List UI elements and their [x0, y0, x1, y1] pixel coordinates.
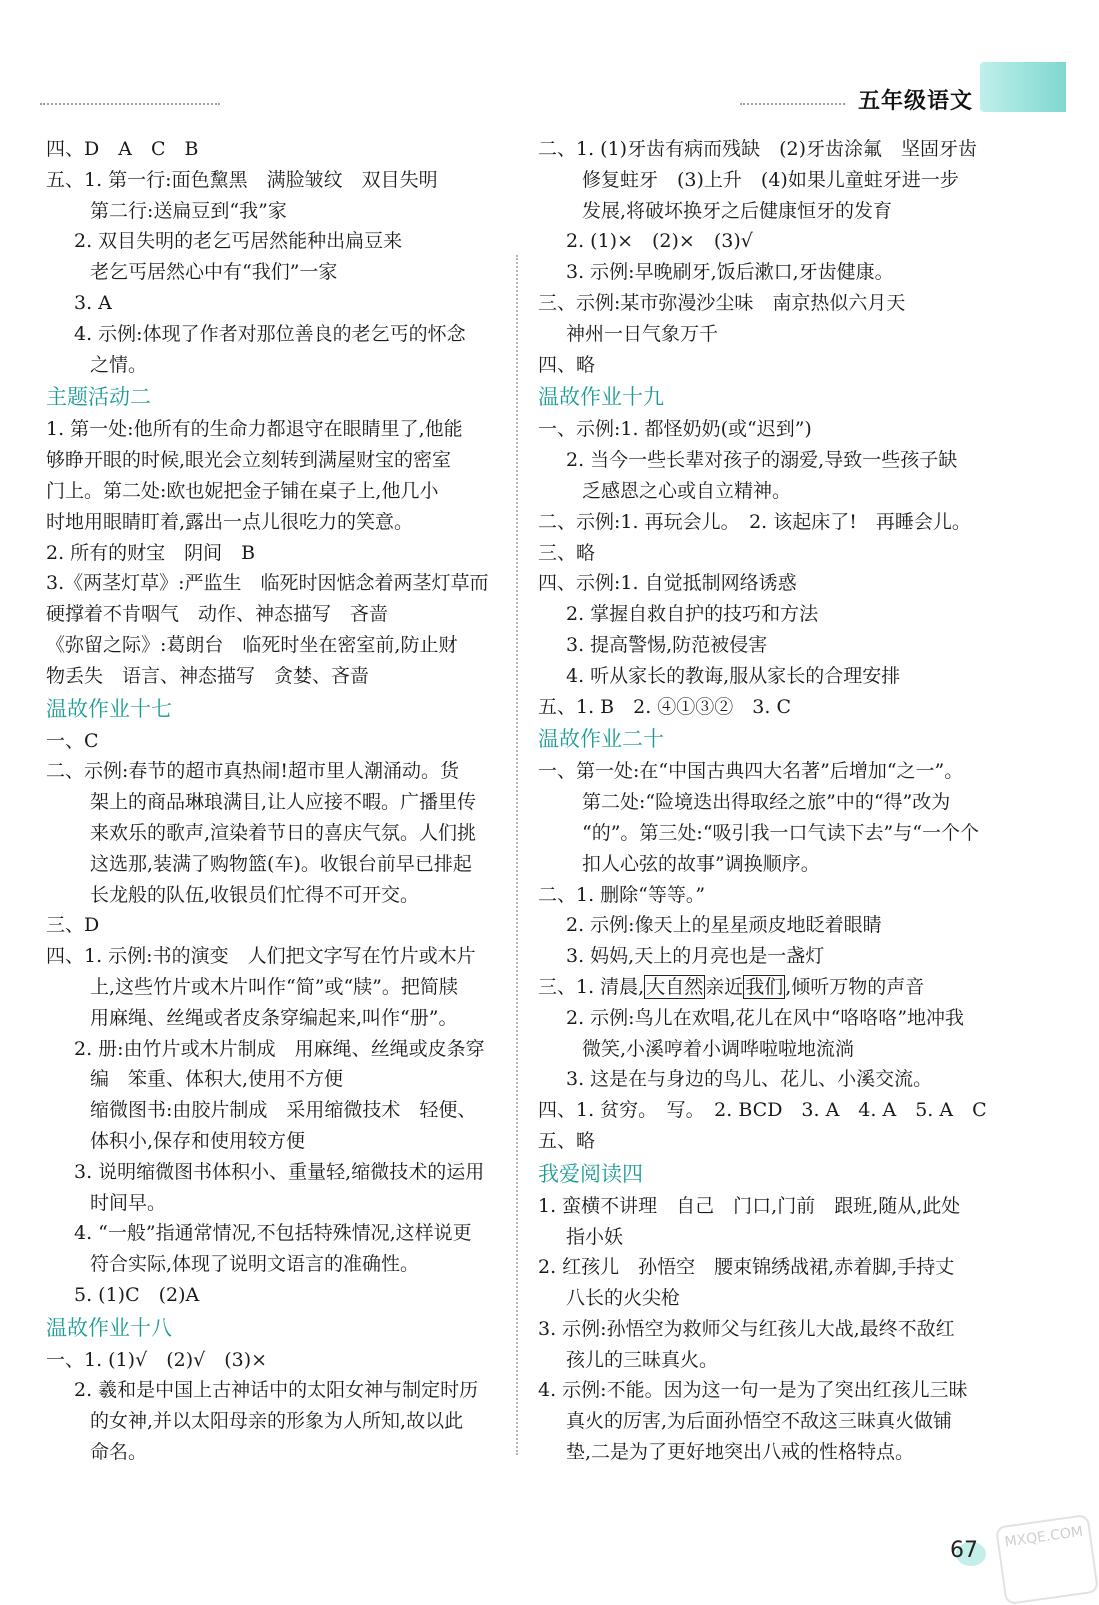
answer-line: 三、示例:某市弥漫沙尘味 南京热似六月天 [538, 291, 906, 314]
header-dotted-rule-left [40, 103, 220, 105]
answer-line: 3. 示例:早晚刷牙,饭后漱口,牙齿健康。 [566, 261, 894, 284]
answer-line: 4. 听从家长的教诲,服从家长的合理安排 [566, 664, 901, 687]
answer-line: 的女神,并以太阳母亲的形象为人所知,故以此 [90, 1410, 464, 1433]
answer-line: 神州一日气象万千 [566, 322, 719, 345]
answer-line: 命名。 [90, 1441, 148, 1464]
answer-line: 用麻绳、丝绳或者皮条穿编起来,叫作“册”。 [90, 1006, 458, 1029]
answer-text: ,倾听万物的声音 [785, 975, 925, 998]
answer-line: 物丢失 语言、神态描写 贪婪、吝啬 [46, 664, 370, 687]
answer-line: 4. “一般”指通常情况,不包括特殊情况,这样说更 [74, 1222, 472, 1245]
column-divider [516, 255, 518, 1455]
answer-line: 4. 示例:体现了作者对那位善良的老乞丐的怀念 [74, 322, 466, 345]
answer-line: 孩儿的三昧真火。 [566, 1348, 719, 1371]
answer-line: 微笑,小溪哼着小调哗啦啦地流淌 [582, 1037, 855, 1060]
answer-line: 2. 示例:鸟儿在欢唱,花儿在风中“咯咯咯”地冲我 [566, 1006, 965, 1029]
answer-line: 硬撑着不肯咽气 动作、神态描写 吝啬 [46, 603, 389, 626]
answer-line: 四、D A C B [46, 138, 199, 160]
answer-line: 2. 掌握自救自护的技巧和方法 [566, 603, 819, 626]
answer-line: 八长的火尖枪 [566, 1287, 681, 1310]
answer-line: 指小妖 [566, 1225, 624, 1248]
answer-line: 三、略 [538, 541, 596, 564]
answer-line: 四、示例:1. 自觉抵制网络诱惑 [538, 572, 797, 595]
answer-line: 2. 册:由竹片或木片制成 用麻绳、丝绳或皮条穿 [74, 1037, 485, 1060]
header-dotted-rule-right [740, 103, 845, 105]
answer-line: 5. (1)C (2)A [74, 1283, 200, 1306]
answer-line: 之情。 [90, 353, 148, 376]
answer-line: 编 笨重、体积大,使用不方便 [90, 1068, 344, 1091]
header-title: 五年级语文 [858, 89, 974, 114]
answer-line: 2. (1)× (2)× (3)√ [566, 230, 753, 253]
answer-line: 发展,将破坏换牙之后健康恒牙的发育 [582, 199, 893, 222]
answer-line: 垫,二是为了更好地突出八戒的性格特点。 [566, 1441, 915, 1464]
answer-line: 修复蛀牙 (3)上升 (4)如果儿童蛀牙进一步 [582, 168, 959, 191]
answer-line: 缩微图书:由胶片制成 采用缩微技术 轻便、 [90, 1099, 477, 1122]
boxed-word: 我们 [745, 975, 784, 998]
answer-line: 4. 示例:不能。因为这一句一是为了突出红孩儿三昧 [538, 1379, 968, 1402]
answer-line: 四、1. 贫穷。 写。 2. BCD 3. A 4. A 5. A C [538, 1099, 987, 1122]
answer-line: 2. 双目失明的老乞丐居然能种出扁豆来 [74, 230, 403, 253]
section-heading: 我爱阅读四 [538, 1161, 643, 1186]
answer-line: 符合实际,体现了说明文语言的准确性。 [90, 1253, 420, 1276]
answer-line: 五、1. 第一行:面色黧黑 满脸皱纹 双目失明 [46, 168, 438, 191]
answer-line: 3. 妈妈,天上的月亮也是一盏灯 [566, 945, 825, 968]
answer-line: 二、1. 删除“等等。” [538, 883, 706, 906]
answer-line: 2. 示例:像天上的星星顽皮地眨着眼睛 [566, 914, 882, 937]
answer-line: 上,这些竹片或木片叫作“简”或“牍”。把简牍 [90, 975, 458, 998]
answer-line: 够睁开眼的时候,眼光会立刻转到满屋财宝的密室 [46, 449, 452, 472]
answer-line: 一、第一处:在“中国古典四大名著”后增加“之一”。 [538, 760, 964, 783]
answer-line: 3. A [74, 291, 112, 314]
answer-line: 四、略 [538, 353, 596, 376]
answer-line: 扣人心弦的故事”调换顺序。 [582, 852, 820, 875]
answer-line: 体积小,保存和使用较方便 [90, 1129, 306, 1152]
answer-line: 四、1. 示例:书的演变 人们把文字写在竹片或木片 [46, 945, 476, 968]
answer-line: 来欢乐的歌声,渲染着节日的喜庆气氛。人们挑 [90, 821, 477, 844]
answer-line: 二、示例:春节的超市真热闹!超市里人潮涌动。货 [46, 760, 460, 783]
answer-line: 乏感恩之心或自立精神。 [582, 479, 792, 502]
left-answer-column [46, 134, 516, 1468]
answer-line: 3.《两茎灯草》:严监生 临死时因惦念着两茎灯草而 [46, 572, 489, 595]
answer-line: 一、1. (1)√ (2)√ (3)× [46, 1348, 268, 1371]
answer-line: 1. 第一处:他所有的生命力都退守在眼睛里了,他能 [46, 418, 463, 441]
answer-line: “的”。第三处:“吸引我一口气读下去”与“一个个 [582, 821, 979, 844]
answer-line: 3. 示例:孙悟空为救师父与红孩儿大战,最终不敌红 [538, 1317, 955, 1340]
section-heading: 主题活动二 [46, 385, 151, 410]
answer-text: 亲近 [705, 975, 744, 998]
answer-line: 3. 说明缩微图书体积小、重量轻,缩微技术的运用 [74, 1160, 485, 1183]
section-heading: 温故作业十九 [538, 385, 664, 410]
boxed-word: 大自然 [646, 975, 704, 998]
answer-line: 3. 这是在与身边的鸟儿、花儿、小溪交流。 [566, 1068, 933, 1091]
answer-line: 2. 红孩儿 孙悟空 腰束锦绣战裙,赤着脚,手持丈 [538, 1256, 955, 1279]
answer-line: 第二处:“险境迭出得取经之旅”中的“得”改为 [582, 791, 951, 814]
header-color-tab [980, 62, 1066, 112]
answer-line: 门上。第二处:欧也妮把金子铺在桌子上,他几小 [46, 479, 439, 502]
answer-line: 时地用眼睛盯着,露出一点儿很吃力的笑意。 [46, 510, 414, 533]
answer-line: 长龙般的队伍,收银员们忙得不可开交。 [90, 883, 420, 906]
answer-line: 二、示例:1. 再玩会儿。 2. 该起床了! 再睡会儿。 [538, 510, 971, 533]
answer-line: 三、D [46, 914, 100, 937]
answer-line: 第二行:送扁豆到“我”家 [90, 199, 287, 222]
answer-line: 真火的厉害,为后面孙悟空不敌这三昧真火做铺 [566, 1410, 953, 1433]
answer-line: 老乞丐居然心中有“我们”一家 [90, 261, 338, 284]
watermark-logo: MXQE.COM [995, 1514, 1099, 1605]
answer-line: 2. 所有的财宝 阴间 B [46, 541, 256, 564]
answer-line-boxed [538, 972, 1018, 1003]
right-answer-column [538, 134, 1018, 1468]
section-heading: 温故作业十七 [46, 696, 172, 721]
section-heading: 温故作业十八 [46, 1315, 172, 1340]
answer-line: 时间早。 [90, 1191, 167, 1214]
answer-line: 《弥留之际》:葛朗台 临死时坐在密室前,防止财 [46, 633, 458, 656]
answer-line: 3. 提高警惕,防范被侵害 [566, 633, 768, 656]
page-header [0, 0, 1099, 120]
answer-line: 架上的商品琳琅满目,让人应接不暇。广播里传 [90, 791, 477, 814]
page-number: 67 [950, 1538, 978, 1563]
section-heading: 温故作业二十 [538, 727, 664, 752]
answer-line: 一、C [46, 729, 99, 752]
answer-line: 一、示例:1. 都怪奶奶(或“迟到”) [538, 418, 812, 441]
answer-text: 三、1. 清晨, [538, 975, 645, 998]
answer-line: 这选那,装满了购物篮(车)。收银台前早已排起 [90, 852, 472, 875]
answer-line: 五、略 [538, 1129, 596, 1152]
answer-line: 五、1. B 2. ④①③② 3. C [538, 695, 792, 718]
answer-line: 2. 当今一些长辈对孩子的溺爱,导致一些孩子缺 [566, 449, 958, 472]
answer-line: 二、1. (1)牙齿有病而残缺 (2)牙齿涂氟 坚固牙齿 [538, 138, 977, 160]
answer-line: 1. 蛮横不讲理 自己 门口,门前 跟班,随从,此处 [538, 1194, 961, 1217]
answer-line: 2. 羲和是中国上古神话中的太阳女神与制定时历 [74, 1379, 479, 1402]
